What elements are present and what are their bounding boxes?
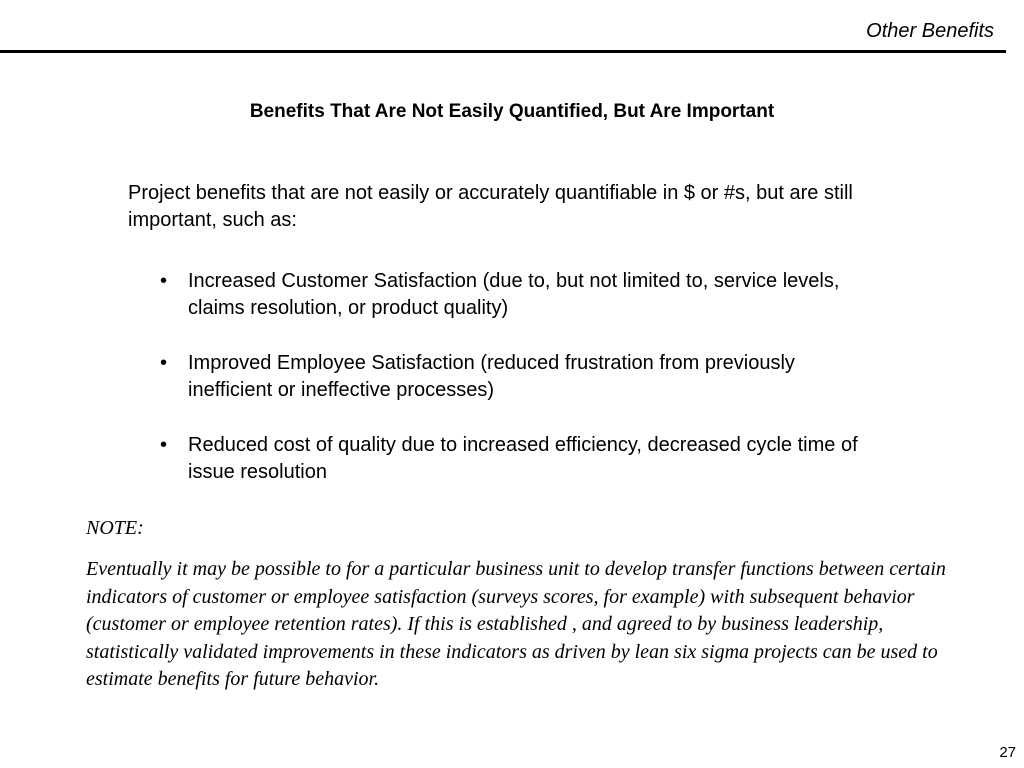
slide-heading: Benefits That Are Not Easily Quantified, But Are Important xyxy=(249,101,775,122)
list-item xyxy=(160,268,860,322)
bullet-icon: • xyxy=(160,270,168,292)
note-label: NOTE: xyxy=(86,517,144,539)
note-text: Eventually it may be possible to for a particular business unit to develop transfer functions between certain indicators of customer or employee satisfaction (surveys scores, for example) with subsequent behavior (customer or employee retention rates). If this is established , and agreed to by business leadership, statistically validated improvements in these indicators as driven by lean six sigma projects can be used to estimate benefits for future behavior. xyxy=(86,558,946,690)
list-item xyxy=(160,350,860,404)
list-item-text: Improved Employee Satisfaction (reduced frustration from previously inefficient or ineffective processes) xyxy=(188,352,795,401)
benefits-list xyxy=(160,268,860,514)
intro-paragraph: Project benefits that are not easily or accurately quantifiable in $ or #s, but are still important, such as: xyxy=(128,182,853,231)
bullet-icon: • xyxy=(160,434,168,456)
page-number: 27 xyxy=(999,744,1016,761)
list-item-text: Reduced cost of quality due to increased efficiency, decreased cycle time of issue resolution xyxy=(188,434,858,483)
bullet-icon: • xyxy=(160,352,168,374)
list-item-text: Increased Customer Satisfaction (due to, but not limited to, service levels, claims resolution, or product quality) xyxy=(188,270,840,319)
header-divider xyxy=(0,50,1006,53)
list-item xyxy=(160,432,860,486)
slide-section-title: Other Benefits xyxy=(866,20,994,42)
